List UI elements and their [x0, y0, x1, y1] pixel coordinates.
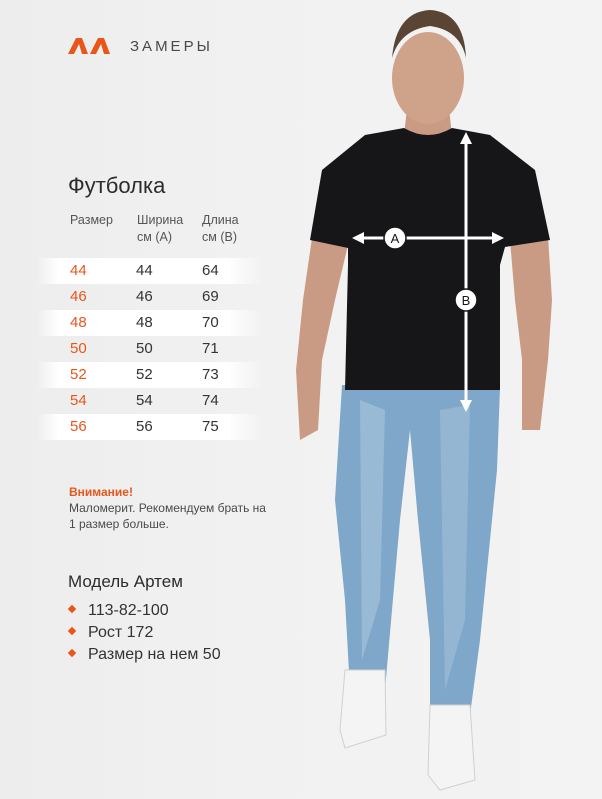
- width-cell: 44: [136, 262, 153, 279]
- length-cell: 70: [202, 314, 219, 331]
- product-title: Футболка: [68, 173, 166, 198]
- size-table: [36, 258, 262, 440]
- size-cell: 48: [70, 314, 87, 331]
- column-header-width: Ширина см (А): [137, 213, 184, 244]
- length-cell: 64: [202, 262, 219, 279]
- length-cell: 73: [202, 366, 219, 383]
- size-cell: 50: [70, 340, 87, 357]
- length-cell: 75: [202, 418, 219, 435]
- table-row: [36, 362, 262, 388]
- model-photo: [280, 0, 602, 799]
- diamond-bullet-icon: [68, 627, 76, 635]
- width-cell: 52: [136, 366, 153, 383]
- width-cell: 46: [136, 288, 153, 305]
- label-b: B: [461, 293, 471, 308]
- diamond-bullet-icon: [68, 649, 76, 657]
- width-cell: 54: [136, 392, 153, 409]
- jeans: [335, 385, 500, 715]
- model-params-list: [68, 602, 221, 668]
- left-arm: [296, 238, 348, 440]
- table-row: [36, 258, 262, 284]
- table-row: [36, 284, 262, 310]
- size-cell: 44: [70, 262, 87, 279]
- width-cell: 56: [136, 418, 153, 435]
- width-cell: 48: [136, 314, 153, 331]
- table-row: [36, 310, 262, 336]
- size-cell: 54: [70, 392, 87, 409]
- table-row: [36, 388, 262, 414]
- right-sneaker: [428, 705, 475, 790]
- list-item: Рост 172: [68, 624, 221, 646]
- model-title: Модель Артем: [68, 572, 183, 591]
- left-sneaker: [340, 670, 386, 748]
- table-row: [36, 414, 262, 440]
- brand-logo-icon: [68, 38, 112, 54]
- head: [392, 32, 464, 124]
- page-heading: ЗАМЕРЫ: [130, 38, 213, 55]
- diamond-bullet-icon: [68, 605, 76, 613]
- size-cell: 52: [70, 366, 87, 383]
- label-a: A: [390, 231, 400, 246]
- list-item: Размер на нем 50: [68, 646, 221, 668]
- attention-title: Внимание!: [69, 485, 133, 499]
- column-header-length: Длина см (В): [202, 213, 239, 244]
- right-arm: [510, 236, 552, 430]
- length-cell: 69: [202, 288, 219, 305]
- column-header-size: Размер: [70, 213, 113, 227]
- table-row: [36, 336, 262, 362]
- length-cell: 74: [202, 392, 219, 409]
- attention-text: Маломерит. Рекомендуем брать на 1 размер больше.: [69, 501, 266, 531]
- list-item: 113-82-100: [68, 602, 221, 624]
- width-cell: 50: [136, 340, 153, 357]
- length-cell: 71: [202, 340, 219, 357]
- size-cell: 46: [70, 288, 87, 305]
- size-cell: 56: [70, 418, 87, 435]
